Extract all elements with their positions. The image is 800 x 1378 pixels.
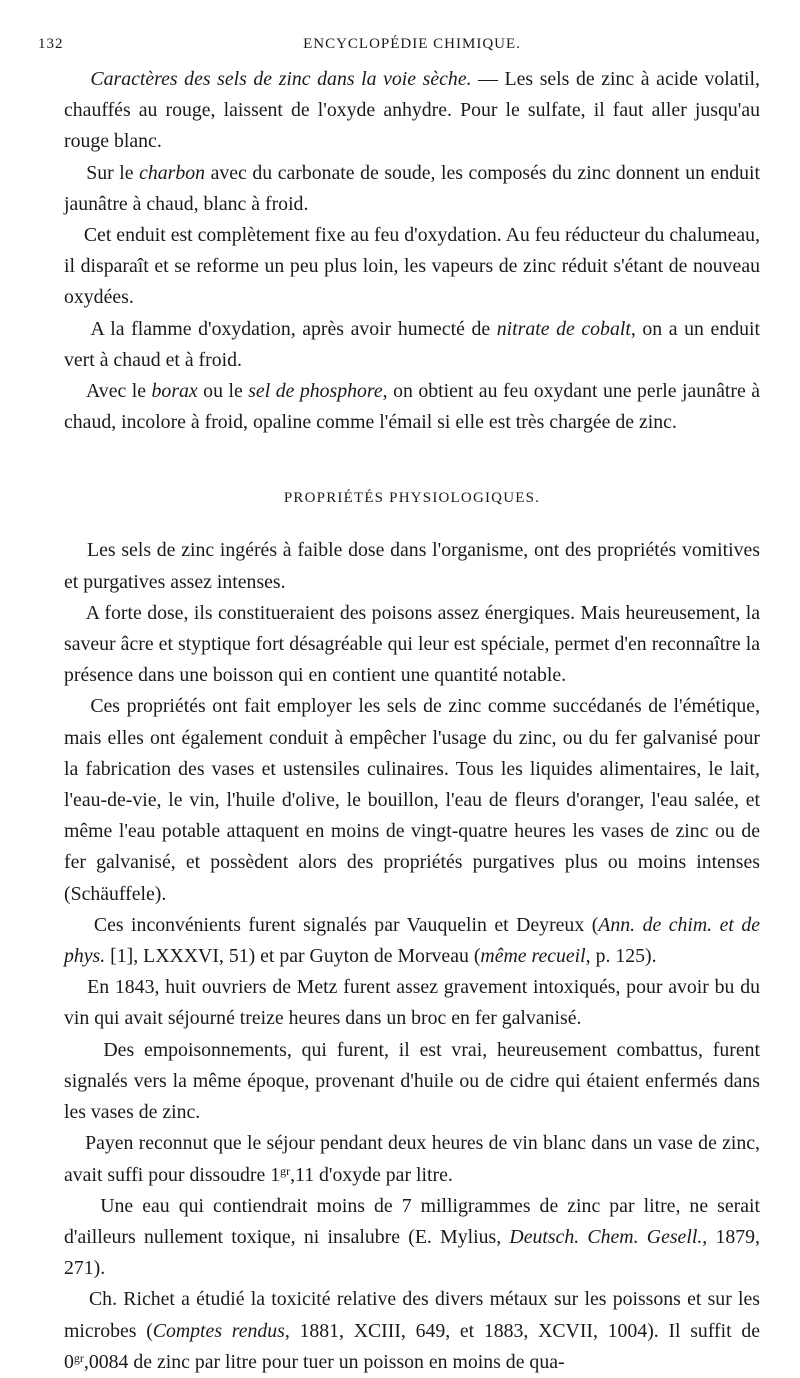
text-run: A la flamme d'oxydation, après avoir humecté de — [90, 317, 497, 340]
paragraph — [64, 376, 760, 438]
paragraph — [64, 1035, 760, 1129]
paragraph — [64, 1191, 760, 1285]
paragraph — [64, 158, 760, 220]
italic-heading: Caractères des sels de zinc dans la voie sèche. — [90, 68, 472, 90]
paragraph — [64, 598, 760, 692]
paragraph — [64, 220, 760, 314]
italic-citation: Comptes rendus — [152, 1319, 285, 1342]
text-run: Ces inconvénients furent signalés par Vauquelin et Deyreux ( — [93, 913, 599, 936]
running-title: ENCYCLOPÉDIE CHIMIQUE. — [303, 36, 521, 52]
italic-term: borax — [151, 380, 198, 403]
text-run: Cet enduit est complètement fixe au feu d'oxydation. Au feu réducteur du chalumeau, il disparaît et se reforme un peu plus loin, les vapeurs de zinc réduit s'étant de nouveau oxydées. — [64, 224, 760, 309]
page-number: 132 — [38, 36, 64, 52]
paragraph — [64, 64, 760, 158]
italic-term: charbon — [139, 161, 206, 184]
paragraph — [64, 972, 760, 1034]
italic-citation: Ann. de chim. et de phys. — [64, 913, 761, 968]
text-run: En 1843, huit ouvriers de Metz furent assez gravement intoxiqués, pour avoir bu du vin qui avait séjourné treize heures dans un broc en fer galvanisé. — [64, 976, 760, 1030]
superscript-unit: gr — [280, 1163, 291, 1178]
paragraph — [64, 691, 760, 909]
text-run: , p. 125). — [585, 945, 657, 968]
text-run: Payen reconnut que le séjour pendant deux heures de vin blanc dans un vase de zinc, avait suffi pour dissoudre 1 — [64, 1132, 760, 1186]
paragraph — [64, 1284, 760, 1378]
italic-term: nitrate de cobalt — [496, 317, 631, 340]
text-run: , on a un enduit vert à chaud et à froid. — [64, 317, 760, 371]
text-run: , 1881, XCIII, 649, et 1883, XCVII, 1004). Il suffit de 0 — [64, 1319, 760, 1373]
paragraph — [64, 314, 760, 376]
text-run: Ch. Richet a étudié la toxicité relative des divers métaux sur les poissons et sur les microbes ( — [64, 1288, 761, 1342]
text-run: , on obtient au feu oxydant une perle jaunâtre à chaud, incolore à froid, opaline comme l'émail si elle est très chargée de zinc. — [64, 380, 761, 434]
text-run: avec du carbonate de soude, les composés du zinc donnent un enduit jaunâtre à chaud, blanc à froid. — [64, 161, 760, 215]
section-physiological — [64, 535, 760, 1377]
text-run: ,11 d'oxyde par litre. — [290, 1163, 453, 1186]
paragraph — [64, 535, 760, 597]
paragraph — [64, 910, 760, 972]
text-run: Ces propriétés ont fait employer les sels de zinc comme succédanés de l'émétique, mais elles ont également conduit à empêcher l'usage du zinc, ou du fer galvanisé pour la fabrication des vases et ustensiles culinaires. Tous les liquides alimentaires, le lait, l'eau-de-vie, le vin, l'huile d'olive, le bouillon, l'eau de fleurs d'oranger, l'eau salée, et même l'eau potable attaquent en moins de vingt-quatre heures les vases de zinc ou de fer galvanisé, et possèdent alors des propriétés purgatives plus ou moins intenses (Schäuffele). — [64, 695, 761, 905]
superscript-unit: gr — [73, 1350, 84, 1365]
text-run: Des empoisonnements, qui furent, il est vrai, heureusement combattus, furent signalés vers la même époque, provenant d'huile ou de cidre qui étaient enfermés dans les vases de zinc. — [64, 1038, 761, 1124]
text-run: Sur le — [86, 161, 140, 184]
section-dry-way — [64, 64, 760, 438]
section-title: PROPRIÉTÉS PHYSIOLOGIQUES. — [283, 490, 541, 507]
italic-citation: Deutsch. Chem. Gesell. — [509, 1225, 703, 1248]
text-run: A forte dose, ils constitueraient des poisons assez énergiques. Mais heureusement, la saveur âcre et styptique fort désagréable qui leur est spéciale, permet d'en reconnaître la présence dans une boisson qui en contient une quantité notable. — [64, 601, 760, 687]
paragraph — [64, 1128, 760, 1190]
italic-term: sel de phosphore — [248, 380, 383, 403]
text-run: — Les sels de zinc à acide volatil, chauffés au rouge, laissent de l'oxyde anhydre. Pour le sulfate, il faut aller jusqu'au rouge blanc. — [64, 68, 760, 153]
italic-citation: même recueil — [480, 945, 586, 968]
text-run: Avec le — [85, 380, 152, 403]
text-run: Une eau qui contiendrait moins de 7 milligrammes de zinc par litre, ne serait d'ailleurs nullement toxique, ni insalubre (E. Mylius, — [64, 1194, 760, 1248]
page-header — [38, 36, 760, 64]
text-run: Les sels de zinc ingérés à faible dose dans l'organisme, ont des propriétés vomitives et purgatives assez intenses. — [64, 539, 760, 593]
text-run: [1], LXXXVI, 51) et par Guyton de Morveau ( — [105, 945, 481, 968]
text-run: ,0084 de zinc par litre pour tuer un poisson en moins de qua- — [83, 1350, 565, 1373]
text-run: , 1879, 271). — [64, 1225, 760, 1280]
text-run: ou le — [197, 380, 249, 403]
